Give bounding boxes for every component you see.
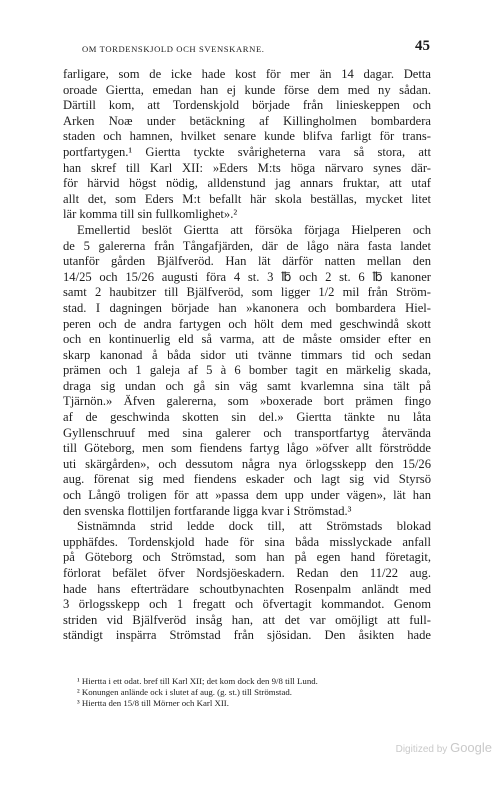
text-line: uti skärgården», och dessutom några nya örlogsskepp den 15/26 — [63, 456, 431, 471]
text-line: draga sig undan och gå sin väg samt kvarlemna sina tält på — [63, 378, 431, 393]
text-line: 3 örlogsskepp och 1 fregatt och öfvertagit kommandot. Genom — [63, 597, 431, 612]
text-line: och Långö troligen för att »passa dem upp under vägen», lät han — [63, 488, 431, 503]
text-line: Emellertid beslöt Giertta att försöka förjaga Hielperen och — [77, 222, 431, 237]
text-line: utanför gården Bjälfveröd. Han lät därför natten mellan den — [63, 254, 431, 269]
text-line: till Göteborg, men som fiendens fartyg lågo »öfver allt förströdde — [63, 441, 431, 456]
text-line: 14/25 och 15/26 augusti föra 4 st. 3 ℔ och 2 st. 6 ℔ kanoner — [63, 269, 431, 284]
text-line: han skref till Karl XII: »Eders M:ts höga närvaro synes där- — [63, 160, 431, 175]
text-line: den svenska flottiljen fortfarande ligga kvar i Strömstad.³ — [63, 503, 352, 518]
text-line: aug. förenat sig med fiendens eskader och lagt sig vid Styrsö — [63, 472, 431, 487]
watermark-prefix: Digitized by — [395, 744, 448, 755]
text-line: de 5 galererna från Tångafjärden, där de lågo nära fasta landet — [63, 238, 431, 253]
text-line: lär komma till sin fullkomlighet».² — [63, 207, 238, 222]
text-line: farligare, som de icke hade kost för mer än 14 dagar. Detta — [63, 67, 431, 81]
text-line: Gyllenschruuf med sina galerer och transportfartyg återvända — [63, 425, 431, 440]
text-line: af de geschwinda skotten sin del.» Giertta tänkte nu låta — [63, 410, 431, 425]
text-line: stad. I dagningen började han »kanonera och bombardera Hiel- — [63, 300, 431, 315]
text-line: förlorat befälet öfver Nordsjöeskadern. Redan den 11/22 aug. — [63, 566, 431, 580]
text-line: peren och de andra fartygen och hölt dem med geschwindå skott — [63, 316, 431, 331]
text-line: hade hans efterträdare schoutbynachten Rosenpalm anländt med — [63, 581, 431, 596]
text-line: Därtill kom, att Tordenskjold började från linieskeppen och — [63, 98, 431, 113]
footnote: ³ Hiertta den 15/8 till Mörner och Karl XII. — [77, 697, 229, 708]
text-line: Arken Noæ under betäckning af Killingholmen bombardera — [63, 113, 431, 128]
google-logo: Google — [450, 740, 492, 755]
footnote: ² Konungen anlände ock i slutet af aug. (g. st.) till Strömstad. — [77, 686, 292, 697]
page-number: 45 — [415, 38, 430, 54]
text-line: oroade Giertta, emedan han ej kunde förse dem med ny sådan. — [63, 82, 431, 97]
body-text — [63, 67, 431, 644]
text-line: skarp kanonad å båda sidor uti tvänne timmars tid och sedan — [63, 347, 431, 362]
text-line: upphäfdes. Tordenskjold hade för sina båda misslyckade anfall — [63, 534, 431, 549]
text-line: på Göteborg och Strömstad, som han på egen hand företagit, — [63, 550, 431, 565]
text-line: Sistnämnda strid ledde dock till, att Strömstads blokad — [77, 519, 431, 534]
text-line: striden vid Bjälfveröd insåg han, att det var omöjligt att full- — [63, 612, 431, 627]
text-line: allt det, som Eders M:t befallt här skola beställas, mycket litet — [63, 191, 431, 206]
text-line: samt 2 haubitzer till Bjälfveröd, som ligger 1/2 mil från Ström- — [63, 285, 431, 300]
text-line: portfartygen.¹ Giertta tyckte svårigheterna vara så stora, att — [63, 144, 431, 159]
running-header: OM TORDENSKJOLD OCH SVENSKARNE. — [82, 44, 265, 54]
footnotes — [63, 676, 431, 708]
text-line: och en kontinuerlig eld så varma, att de måste omsider efter en — [63, 332, 431, 347]
text-line: prämen och 1 galeja af 5 à 6 bomber tagit en märkelig skada, — [63, 363, 431, 378]
text-line: ständigt inspärra Strömstad från sjösidan. Den åsikten hade — [63, 628, 431, 643]
text-line: för härvid högst nödig, alldenstund jag annars fruktar, att utaf — [63, 176, 431, 191]
text-line: staden och hamnen, hvilket senare kunde blifva farligt för trans- — [63, 129, 431, 144]
footnote: ¹ Hiertta i ett odat. bref till Karl XII; det kom dock den 9/8 till Lund. — [77, 676, 318, 686]
text-line: Tjärnön.» Äfven galererna, som »boxerade bort prämen fingo — [63, 394, 431, 409]
digitization-watermark — [392, 740, 492, 755]
